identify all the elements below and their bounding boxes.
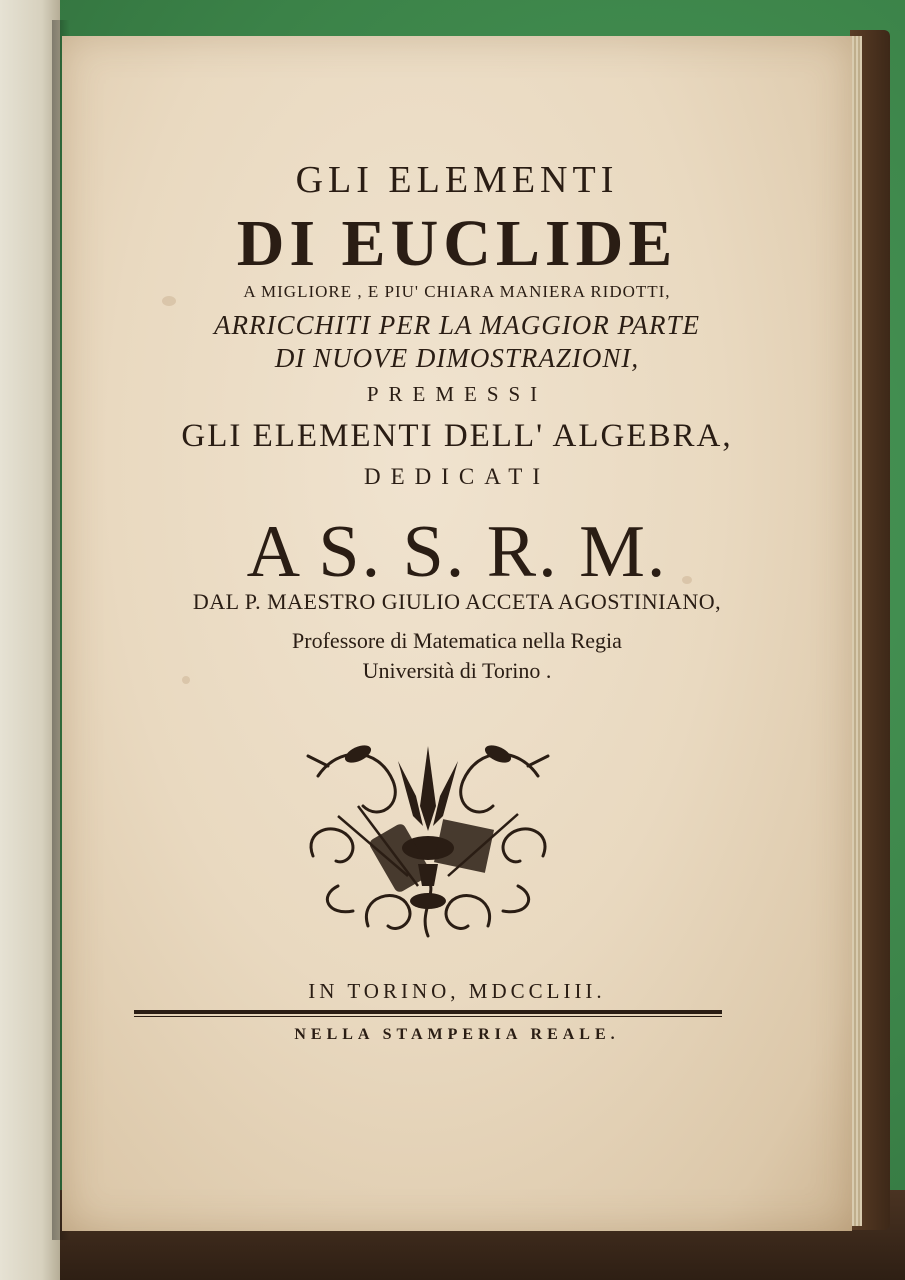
title-page xyxy=(62,36,852,1231)
dedication-line: A S. S. R. M. xyxy=(246,511,668,593)
rule-thick xyxy=(134,1010,722,1014)
subtitle-line-3: DI NUOVE DIMOSTRAZIONI, xyxy=(274,343,640,373)
subtitle-line-2: ARRICCHITI PER LA MAGGIOR PARTE xyxy=(214,310,700,340)
imprint-printer: NELLA STAMPERIA REALE. xyxy=(294,1026,620,1043)
author-line: DAL P. MAESTRO GIULIO ACCETA AGOSTINIANO, xyxy=(192,589,722,614)
subtitle-line-1: A MIGLIORE , E PIU' CHIARA MANIERA RIDOTTI, xyxy=(243,282,671,301)
author-title-line-1: Professore di Matematica nella Regia xyxy=(292,628,622,653)
imprint-divider-rule xyxy=(134,1010,722,1018)
author-title-line-2: Università di Torino . xyxy=(362,658,552,683)
premessi-line: PREMESSI xyxy=(366,382,548,406)
algebra-line: GLI ELEMENTI DELL' ALGEBRA, xyxy=(181,418,733,454)
floral-vignette-icon xyxy=(298,736,558,941)
dedicati-line: DEDICATI xyxy=(363,464,551,489)
imprint-place-date: IN TORINO, MDCCLIII. xyxy=(308,979,606,1003)
rule-thin xyxy=(134,1016,722,1017)
title-line-2: DI EUCLIDE xyxy=(236,207,678,280)
facing-page xyxy=(0,0,60,1280)
title-line-1: GLI ELEMENTI xyxy=(295,159,619,201)
